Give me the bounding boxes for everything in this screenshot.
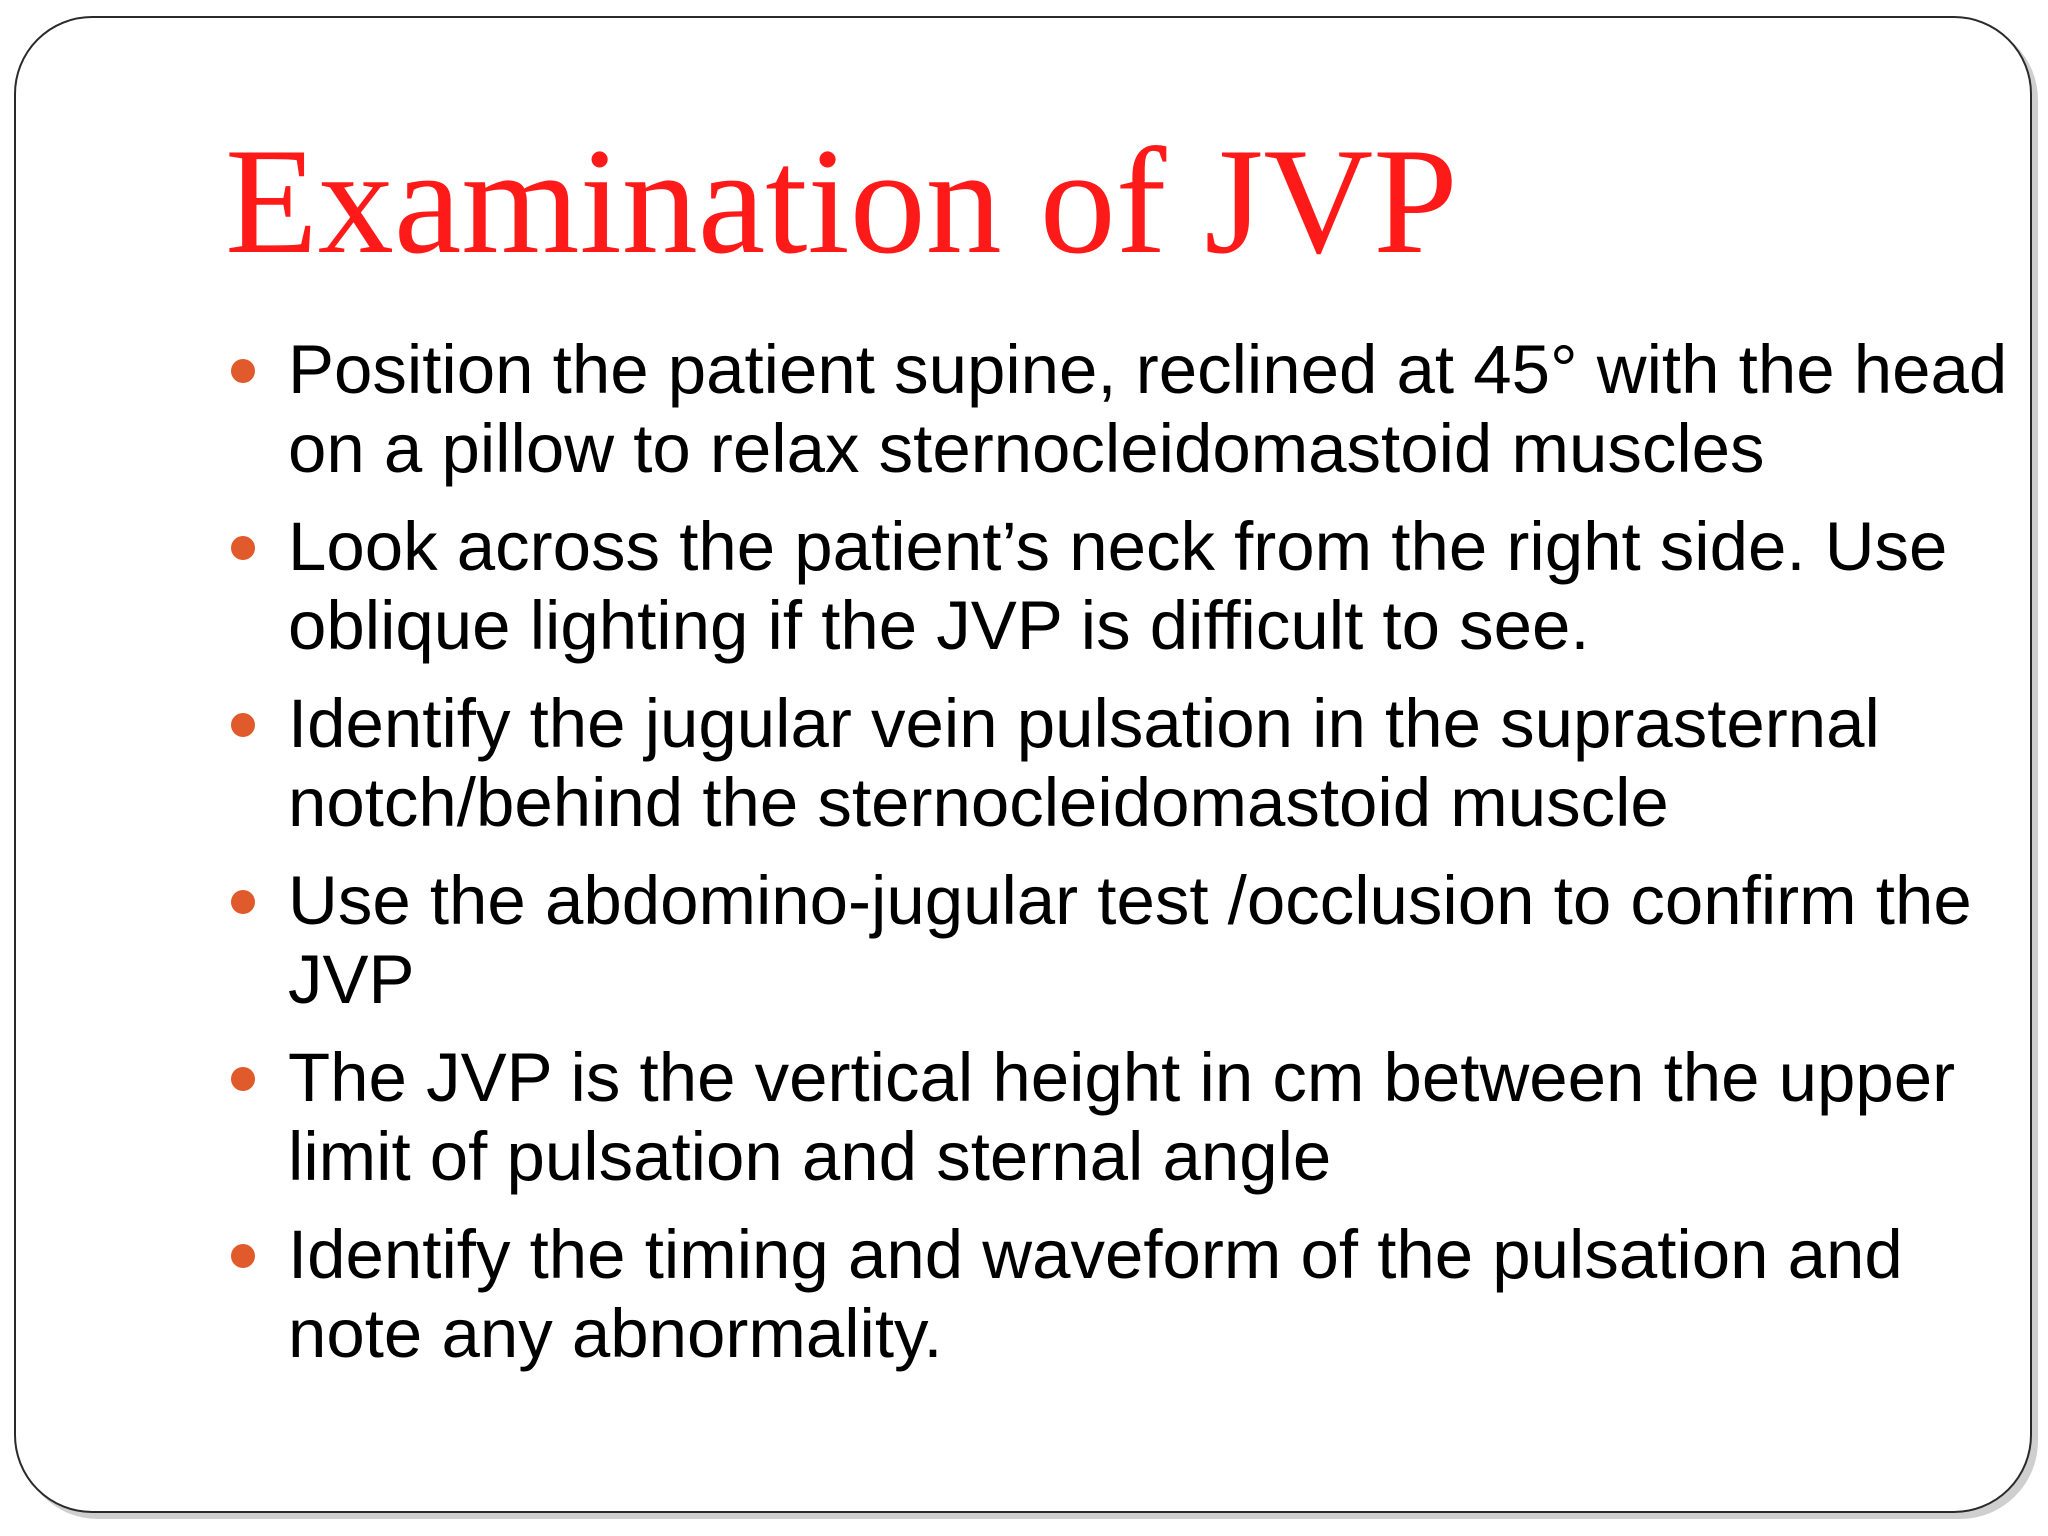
bullet-text: Look across the patient’s neck from the right side. Use oblique lighting if the JVP is difficult to see. bbox=[288, 508, 1948, 664]
bullet-item bbox=[225, 1215, 2025, 1373]
bullet-text: Position the patient supine, reclined at 45° with the head on a pillow to relax sternocleidomastoid muscles bbox=[288, 331, 2008, 487]
bullet-dot-icon bbox=[231, 890, 255, 914]
bullet-text: Use the abdomino-jugular test /occlusion to confirm the JVP bbox=[288, 862, 1972, 1018]
bullet-text: Identify the timing and waveform of the pulsation and note any abnormality. bbox=[288, 1216, 1903, 1372]
bullet-item bbox=[225, 330, 2025, 488]
bullet-item bbox=[225, 684, 2025, 842]
slide-title: Examination of JVP bbox=[225, 117, 1458, 285]
bullet-item bbox=[225, 1038, 2025, 1196]
bullet-dot-icon bbox=[231, 1244, 255, 1268]
bullet-text: The JVP is the vertical height in cm between the upper limit of pulsation and sternal angle bbox=[288, 1039, 1956, 1195]
bullet-dot-icon bbox=[231, 536, 255, 560]
bullet-list bbox=[225, 330, 2025, 1392]
bullet-item bbox=[225, 861, 2025, 1019]
bullet-text: Identify the jugular vein pulsation in the suprasternal notch/behind the sternocleidomastoid muscle bbox=[288, 685, 1880, 841]
bullet-item bbox=[225, 507, 2025, 665]
bullet-dot-icon bbox=[231, 1067, 255, 1091]
bullet-dot-icon bbox=[231, 359, 255, 383]
bullet-dot-icon bbox=[231, 713, 255, 737]
